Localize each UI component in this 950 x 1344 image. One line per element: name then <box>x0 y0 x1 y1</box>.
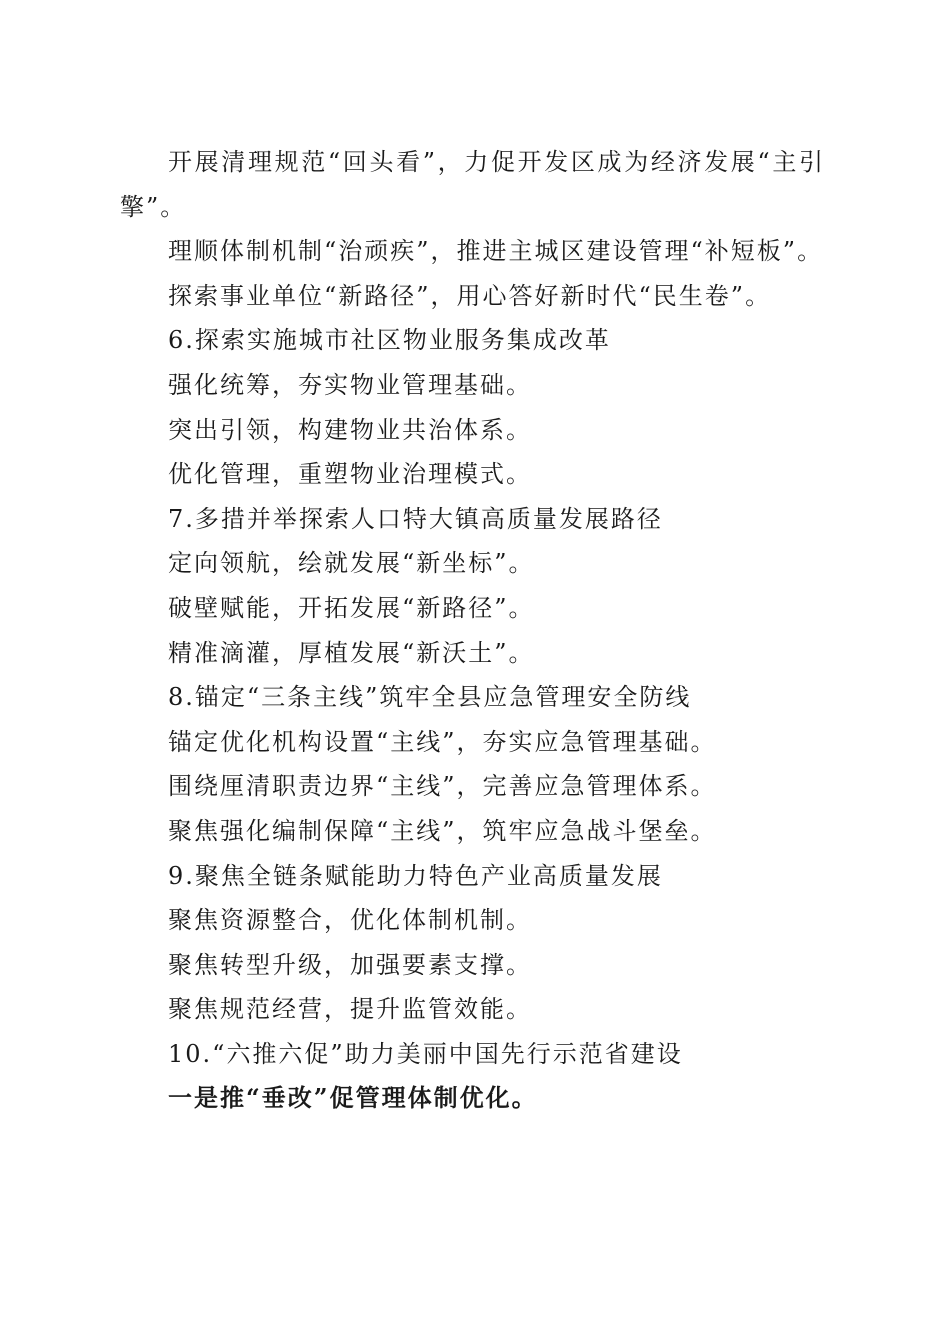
paragraph: 聚焦资源整合，优化体制机制。 <box>168 906 532 935</box>
paragraph: 开展清理规范“回头看”，力促开发区成为经济发展“主引擎”。 <box>120 148 825 221</box>
paragraph: 围绕厘清职责边界“主线”，完善应急管理体系。 <box>168 772 717 801</box>
paragraph: 探索事业单位“新路径”，用心答好新时代“民生卷”。 <box>168 281 772 310</box>
section-heading: 10.“六推六促”助力美丽中国先行示范省建设 <box>168 1039 683 1068</box>
paragraph: 精准滴灌，厚植发展“新沃土”。 <box>168 638 535 667</box>
paragraph: 理顺体制机制“治顽疾”，推进主城区建设管理“补短板”。 <box>168 237 824 266</box>
section-heading: 7.多措并举探索人口特大镇高质量发展路径 <box>168 504 663 533</box>
paragraph: 定向领航，绘就发展“新坐标”。 <box>168 549 535 578</box>
document-body <box>120 140 825 1121</box>
paragraph: 锚定优化机构设置“主线”，夯实应急管理基础。 <box>168 727 717 756</box>
paragraph: 突出引领，构建物业共治体系。 <box>168 415 532 444</box>
section-heading: 6.探索实施城市社区物业服务集成改革 <box>168 326 611 355</box>
section-heading: 9.聚焦全链条赋能助力特色产业高质量发展 <box>168 861 663 890</box>
paragraph: 强化统筹，夯实物业管理基础。 <box>168 370 532 399</box>
section-heading: 8.锚定“三条主线”筑牢全县应急管理安全防线 <box>168 683 692 712</box>
paragraph: 优化管理，重塑物业治理模式。 <box>168 460 532 489</box>
paragraph: 聚焦强化编制保障“主线”，筑牢应急战斗堡垒。 <box>168 816 717 845</box>
bold-paragraph: 一是推“垂改”促管理体制优化。 <box>168 1083 538 1113</box>
paragraph: 破壁赋能，开拓发展“新路径”。 <box>168 593 535 622</box>
paragraph: 聚焦转型升级，加强要素支撑。 <box>168 950 532 979</box>
paragraph: 聚焦规范经营，提升监管效能。 <box>168 995 532 1024</box>
